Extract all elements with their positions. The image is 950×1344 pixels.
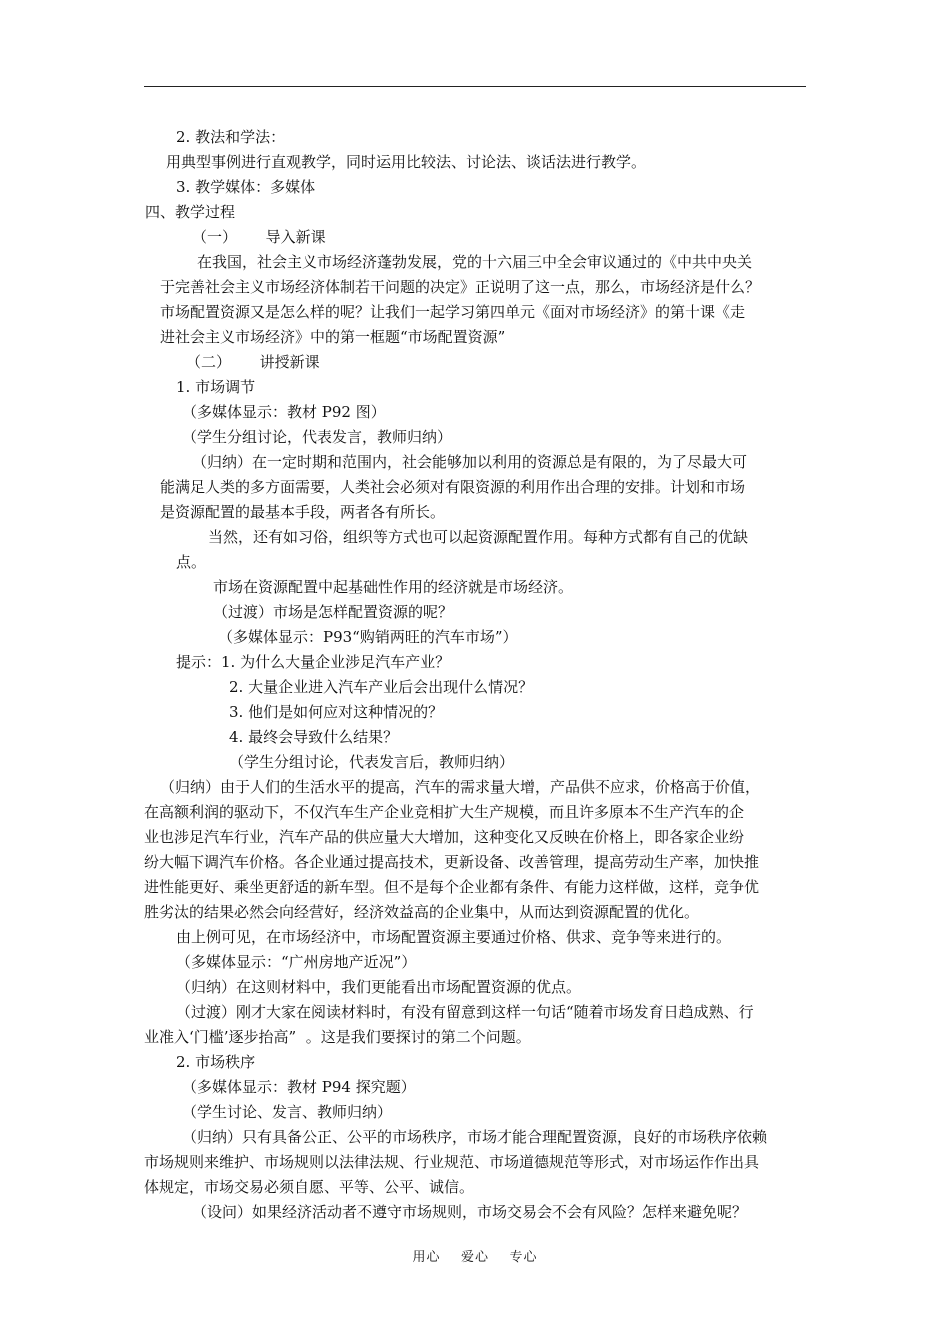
text-line: 3. 教学媒体：多媒体 xyxy=(176,178,316,196)
text-line: 业准入‘门槛’逐步抬高” 。这是我们要探讨的第二个问题。 xyxy=(144,1028,531,1046)
text-line: 在我国，社会主义市场经济蓬勃发展，党的十六届三中全会审议通过的《中共中央关 xyxy=(197,253,753,271)
text-line: 业也涉足汽车行业，汽车产品的供应量大大增加，这种变化又反映在价格上，即各家企业纷 xyxy=(144,828,745,846)
text-line: 1. 市场调节 xyxy=(176,378,256,396)
text-line: 3. 他们是如何应对这种情况的？ xyxy=(229,703,444,721)
text-line: （多媒体显示：“广州房地产近况”） xyxy=(176,953,417,971)
text-line: 能满足人类的多方面需要，人类社会必须对有限资源的利用作出合理的安排。计划和市场 xyxy=(160,478,746,496)
text-line: （归纳）由于人们的生活水平的提高，汽车的需求量大增，产品供不应求，价格高于价值， xyxy=(160,778,761,796)
subsection-heading: （二） 讲授新课 xyxy=(186,353,320,371)
text-line: 当然，还有如习俗，组织等方式也可以起资源配置作用。每种方式都有自己的优缺 xyxy=(208,528,749,546)
text-line: （设问）如果经济活动者不遵守市场规则，市场交易会不会有风险？怎样来避免呢？ xyxy=(192,1203,748,1221)
text-line: （归纳）只有具备公正、公平的市场秩序，市场才能合理配置资源，良好的市场秩序依赖 xyxy=(182,1128,768,1146)
section-heading: 四、教学过程 xyxy=(145,203,236,221)
text-line: （过渡）刚才大家在阅读材料时，有没有留意到这样一句话“随着市场发育日趋成熟、行 xyxy=(176,1003,754,1021)
text-line: （过渡）市场是怎样配置资源的呢？ xyxy=(213,603,454,621)
text-line: 市场规则来维护、市场规则以法律法规、行业规范、市场道德规范等形式，对市场运作作出具 xyxy=(144,1153,760,1171)
subsection-heading: （一） 导入新课 xyxy=(192,228,326,246)
text-line: （多媒体显示：教材 P92 图） xyxy=(182,403,386,421)
page-footer: 用心 爱心 专心 xyxy=(412,1250,538,1265)
text-line: （归纳）在这则材料中，我们更能看出市场配置资源的优点。 xyxy=(176,978,582,996)
text-line: 4. 最终会导致什么结果？ xyxy=(229,728,399,746)
text-line: （多媒体显示：教材 P94 探究题） xyxy=(182,1078,416,1096)
text-line: 用典型事例进行直观教学，同时运用比较法、讨论法、谈话法进行教学。 xyxy=(166,153,647,171)
text-line: 市场配置资源又是怎么样的呢？让我们一起学习第四单元《面对市场经济》的第十课《走 xyxy=(160,303,746,321)
header-rule xyxy=(144,86,806,87)
text-line: 2. 市场秩序 xyxy=(176,1053,256,1071)
text-line: 进性能更好、乘坐更舒适的新车型。但不是每个企业都有条件、有能力这样做，这样，竞争优 xyxy=(144,878,760,896)
text-line: （学生分组讨论，代表发言后，教师归纳） xyxy=(229,753,515,771)
text-line: 2. 教法和学法： xyxy=(176,128,286,146)
text-line: 提示：1. 为什么大量企业涉足汽车产业？ xyxy=(176,653,451,671)
text-line: （多媒体显示：P93“购销两旺的汽车市场”） xyxy=(218,628,518,646)
text-line: 纷大幅下调汽车价格。各企业通过提高技术，更新设备、改善管理，提高劳动生产率，加快推 xyxy=(144,853,760,871)
text-line: 点。 xyxy=(176,553,207,571)
text-line: 由上例可见，在市场经济中，市场配置资源主要通过价格、供求、竞争等来进行的。 xyxy=(176,928,732,946)
text-line: 市场在资源配置中起基础性作用的经济就是市场经济。 xyxy=(213,578,574,596)
text-line: 于完善社会主义市场经济体制若干问题的决定》正说明了这一点，那么，市场经济是什么？ xyxy=(160,278,761,296)
text-line: 是资源配置的最基本手段，两者各有所长。 xyxy=(160,503,446,521)
text-line: 体规定，市场交易必须自愿、平等、公平、诚信。 xyxy=(144,1178,475,1196)
text-line: 2. 大量企业进入汽车产业后会出现什么情况？ xyxy=(229,678,534,696)
text-line: （归纳）在一定时期和范围内，社会能够加以利用的资源总是有限的，为了尽最大可 xyxy=(192,453,748,471)
text-line: （学生讨论、发言、教师归纳） xyxy=(182,1103,393,1121)
text-line: （学生分组讨论，代表发言，教师归纳） xyxy=(182,428,453,446)
text-line: 进社会主义市场经济》中的第一框题“市场配置资源” xyxy=(160,328,506,346)
text-line: 胜劣汰的结果必然会向经营好，经济效益高的企业集中，从而达到资源配置的优化。 xyxy=(144,903,700,921)
text-line: 在高额利润的驱动下，不仅汽车生产企业竞相扩大生产规模，而且许多原本不生产汽车的企 xyxy=(144,803,745,821)
